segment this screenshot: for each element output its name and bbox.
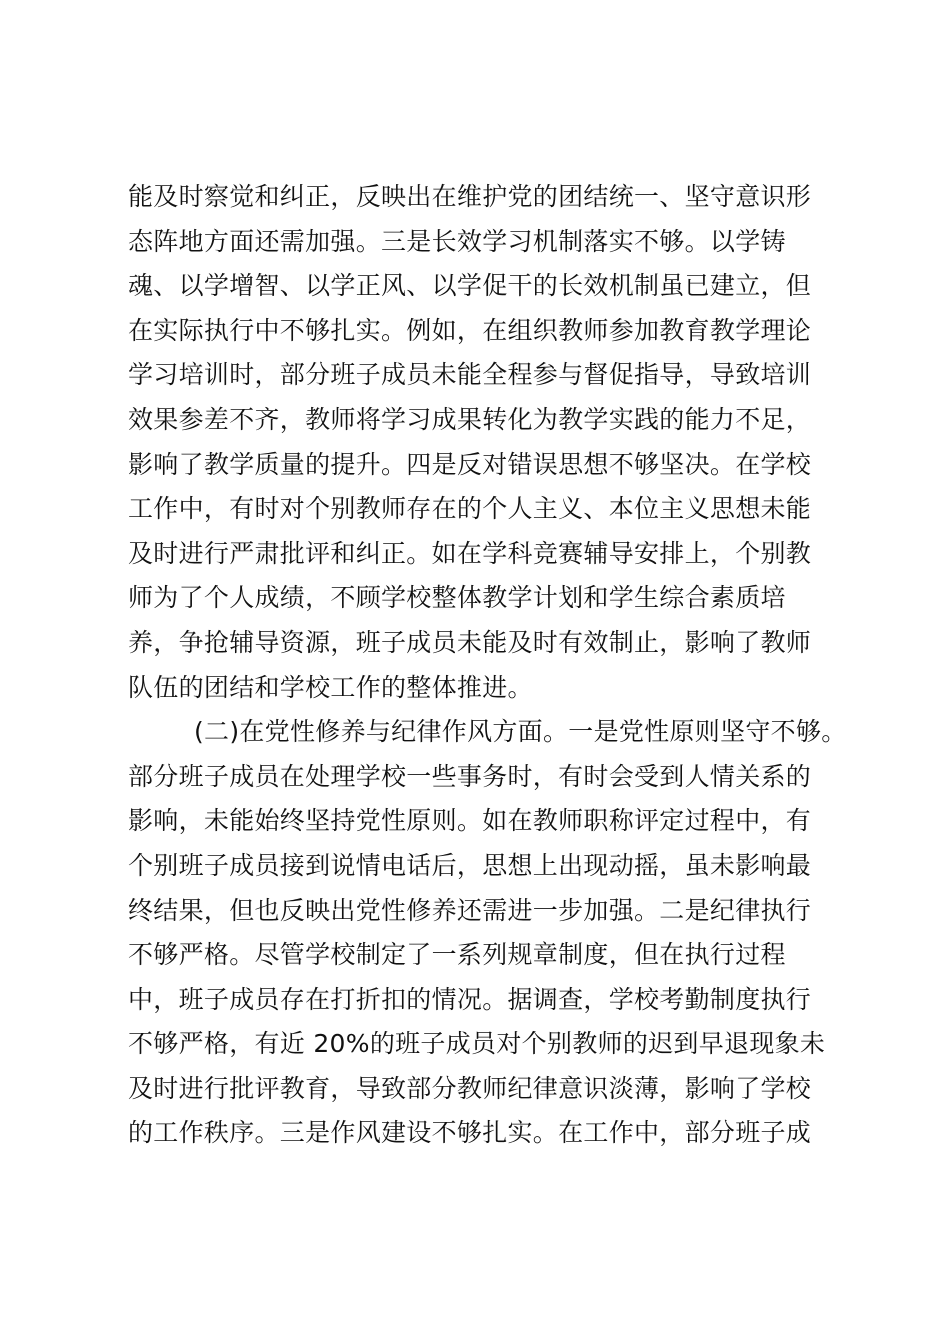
text-line: 队伍的团结和学校工作的整体推进。 bbox=[128, 672, 533, 702]
text-line: 的工作秩序。三是作风建设不够扎实。在工作中，部分班子成 bbox=[128, 1118, 812, 1148]
text-line: 中，班子成员存在打折扣的情况。据调查，学校考勤制度执行 bbox=[128, 984, 812, 1014]
text-line: 态阵地方面还需加强。三是长效学习机制落实不够。以学铸 bbox=[128, 226, 786, 256]
text-line: 能及时察觉和纠正，反映出在维护党的团结统一、坚守意识形 bbox=[128, 182, 812, 211]
text-line: 不够严格，有近 20%的班子成员对个别教师的迟到早退现象未 bbox=[128, 1029, 826, 1059]
text-line: 魂、以学增智、以学正风、以学促干的长效机制虽已建立，但 bbox=[128, 271, 812, 301]
text-line: 在实际执行中不够扎实。例如，在组织教师参加教育教学理论 bbox=[128, 315, 812, 345]
text-line: 师为了个人成绩，不顾学校整体教学计划和学生综合素质培 bbox=[128, 583, 786, 613]
text-line: 部分班子成员在处理学校一些事务时，有时会受到人情关系的 bbox=[128, 761, 812, 791]
text-line: 效果参差不齐，教师将学习成果转化为教学实践的能力不足， bbox=[128, 404, 812, 434]
text-line: 不够严格。尽管学校制定了一系列规章制度，但在执行过程 bbox=[128, 940, 786, 970]
text-line: 学习培训时，部分班子成员未能全程参与督促指导，导致培训 bbox=[128, 360, 812, 390]
text-line: 个别班子成员接到说情电话后，思想上出现动摇，虽未影响最 bbox=[128, 850, 812, 880]
text-line: 终结果，但也反映出党性修养还需进一步加强。二是纪律执行 bbox=[128, 895, 812, 925]
body-text bbox=[128, 175, 847, 1156]
text-line: 及时进行批评教育，导致部分教师纪律意识淡薄，影响了学校 bbox=[128, 1073, 812, 1103]
section-heading-line: (二)在党性修养与纪律作风方面。一是党性原则坚守不够。 bbox=[128, 717, 847, 747]
text-line: 养，争抢辅导资源，班子成员未能及时有效制止，影响了教师 bbox=[128, 627, 812, 657]
text-line: 及时进行严肃批评和纠正。如在学科竞赛辅导安排上，个别教 bbox=[128, 538, 812, 568]
text-line: 工作中，有时对个别教师存在的个人主义、本位主义思想未能 bbox=[128, 494, 812, 524]
text-line: 影响，未能始终坚持党性原则。如在教师职称评定过程中，有 bbox=[128, 806, 812, 836]
text-line: 影响了教学质量的提升。四是反对错误思想不够坚决。在学校 bbox=[128, 449, 812, 479]
